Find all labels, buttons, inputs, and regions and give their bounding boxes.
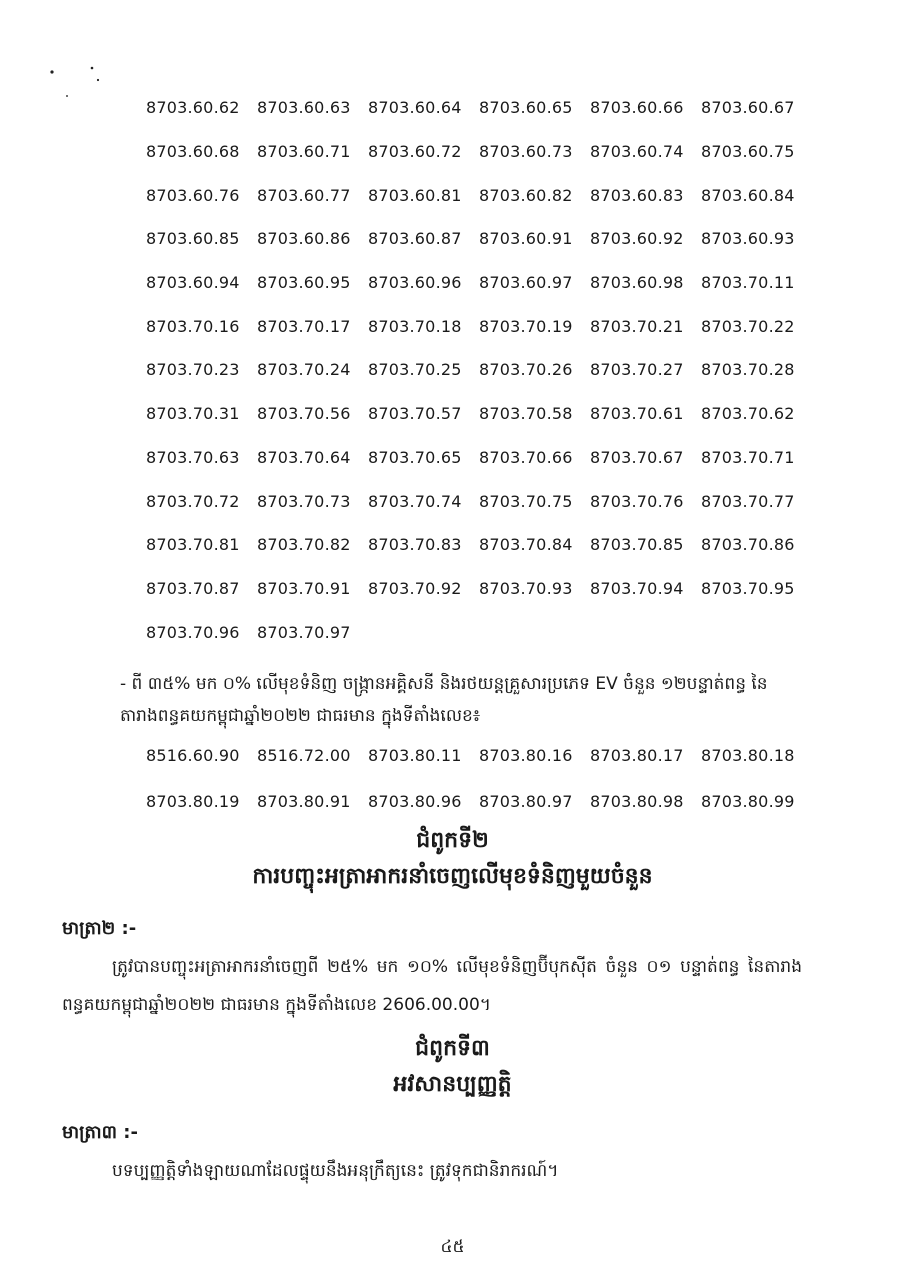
tariff-code: 8703.70.16 [146,316,240,336]
tariff-code: 8703.70.71 [701,447,795,467]
ev-tariff-paragraph: - ពី ៣៥% មក ០% លើមុខទំនិញ ចង្រ្កានអគ្គិសនី និងរថយន្តគ្រួសារប្រភេទ EV ចំនួន ១២បន្ទាត់ពន្ធ នៃតារាងពន្ធគយកម្ពុជាឆ្នាំ២០២២ ជាធរមាន ក្នុងទីតាំងលេខ៖ [120,674,768,726]
tariff-code: 8703.70.76 [590,491,684,511]
tariff-code: 8516.72.00 [257,745,351,765]
chapter2-subtitle: ការបញ្ចុះអត្រាអាករនាំចេញលើមុខទំនិញមួយចំនួន [252,864,653,889]
tariff-code: 8703.70.61 [590,404,684,424]
tariff-code: 8703.70.72 [146,491,240,511]
tariff-code: 8703.60.67 [701,98,795,118]
tariff-code: 8703.60.72 [368,142,462,162]
tariff-code: 8703.60.76 [146,185,240,205]
tariff-code: 8703.70.97 [257,622,351,642]
tariff-code: 8516.60.90 [146,745,240,765]
tariff-code: 8703.60.95 [257,273,351,293]
tariff-code: 8703.70.56 [257,404,351,424]
tariff-code: 8703.70.91 [257,578,351,598]
tariff-code: 8703.70.26 [479,360,573,380]
tariff-code: 8703.60.71 [257,142,351,162]
tariff-code: 8703.70.83 [368,535,462,555]
tariff-code: 8703.60.92 [590,229,684,249]
tariff-code: 8703.60.83 [590,185,684,205]
ev-tariff-code-grid [146,732,812,824]
tariff-code: 8703.70.84 [479,535,573,555]
tariff-code: 8703.70.21 [590,316,684,336]
tariff-code: 8703.70.95 [701,578,795,598]
tariff-code: 8703.70.85 [590,535,684,555]
tariff-code: 8703.80.96 [368,791,462,811]
tariff-code: 8703.70.23 [146,360,240,380]
tariff-code: 8703.70.19 [479,316,573,336]
tariff-code: 8703.60.87 [368,229,462,249]
tariff-code: 8703.60.75 [701,142,795,162]
tariff-code: 8703.60.98 [590,273,684,293]
tariff-code: 8703.70.65 [368,447,462,467]
scan-specks [0,0,120,110]
tariff-code: 8703.70.57 [368,404,462,424]
tariff-code: 8703.70.86 [701,535,795,555]
tariff-code: 8703.80.99 [701,791,795,811]
tariff-code: 8703.70.96 [146,622,240,642]
tariff-code: 8703.60.91 [479,229,573,249]
article3-label: មាត្រា៣ :- [62,1122,138,1143]
tariff-code: 8703.60.94 [146,273,240,293]
tariff-code: 8703.70.63 [146,447,240,467]
tariff-code: 8703.80.11 [368,745,462,765]
tariff-code: 8703.70.27 [590,360,684,380]
article2-label: មាត្រា២ :- [62,918,137,939]
article2-text: ត្រូវបានបញ្ចុះអត្រាអាករនាំចេញពី ២៥% មក ១០% លើមុខទំនិញប៊ីបុកស៊ីត ចំនួន ០១ បន្ទាត់ពន្ធ នៃតារាងពន្ធគយកម្ពុជាឆ្នាំ២០២២ ជាធរមាន ក្នុងទីតាំងលេខ 2606.00.00។ [62,957,802,1015]
tariff-code: 8703.60.81 [368,185,462,205]
tariff-code: 8703.60.82 [479,185,573,205]
tariff-code: 8703.70.82 [257,535,351,555]
tariff-code: 8703.60.68 [146,142,240,162]
tariff-code: 8703.70.74 [368,491,462,511]
tariff-code: 8703.80.18 [701,745,795,765]
tariff-code: 8703.70.75 [479,491,573,511]
tariff-code: 8703.60.84 [701,185,795,205]
tariff-code: 8703.60.93 [701,229,795,249]
tariff-code: 8703.60.65 [479,98,573,118]
tariff-code: 8703.70.94 [590,578,684,598]
tariff-code: 8703.60.73 [479,142,573,162]
tariff-code: 8703.60.96 [368,273,462,293]
tariff-code: 8703.70.24 [257,360,351,380]
tariff-code: 8703.60.64 [368,98,462,118]
tariff-code: 8703.70.62 [701,404,795,424]
tariff-code: 8703.60.86 [257,229,351,249]
page-number: ៤៥ [440,1237,465,1257]
tariff-code: 8703.70.25 [368,360,462,380]
tariff-code: 8703.70.31 [146,404,240,424]
tariff-code: 8703.80.19 [146,791,240,811]
tariff-code: 8703.70.92 [368,578,462,598]
tariff-code: 8703.60.66 [590,98,684,118]
tariff-code: 8703.70.18 [368,316,462,336]
tariff-code: 8703.60.62 [146,98,240,118]
tariff-code: 8703.70.17 [257,316,351,336]
chapter3-title: ជំពូកទី៣ [415,1036,490,1061]
tariff-code: 8703.60.97 [479,273,573,293]
article3-text: បទប្បញ្ញត្តិទាំងឡាយណាដែលផ្ទុយនឹងអនុក្រឹត្យនេះ ត្រូវទុកជានិរាករណ៍។ [112,1161,559,1181]
tariff-code: 8703.70.67 [590,447,684,467]
tariff-code: 8703.70.66 [479,447,573,467]
tariff-code: 8703.70.11 [701,273,795,293]
tariff-code: 8703.70.28 [701,360,795,380]
tariff-code: 8703.70.58 [479,404,573,424]
tariff-code: 8703.80.17 [590,745,684,765]
tariff-code: 8703.70.87 [146,578,240,598]
tariff-code: 8703.70.64 [257,447,351,467]
chapter2-title: ជំពូកទី២ [416,828,489,853]
tariff-code: 8703.70.81 [146,535,240,555]
tariff-code: 8703.80.98 [590,791,684,811]
tariff-code: 8703.70.93 [479,578,573,598]
tariff-code: 8703.60.77 [257,185,351,205]
tariff-code: 8703.70.73 [257,491,351,511]
tariff-code: 8703.80.16 [479,745,573,765]
tariff-code: 8703.60.85 [146,229,240,249]
tariff-code-grid [146,86,812,654]
tariff-code: 8703.70.22 [701,316,795,336]
tariff-code: 8703.80.91 [257,791,351,811]
chapter3-subtitle: អវសានប្បញ្ញត្តិ [393,1072,512,1097]
tariff-code: 8703.80.97 [479,791,573,811]
tariff-code: 8703.70.77 [701,491,795,511]
tariff-code: 8703.60.74 [590,142,684,162]
tariff-code: 8703.60.63 [257,98,351,118]
